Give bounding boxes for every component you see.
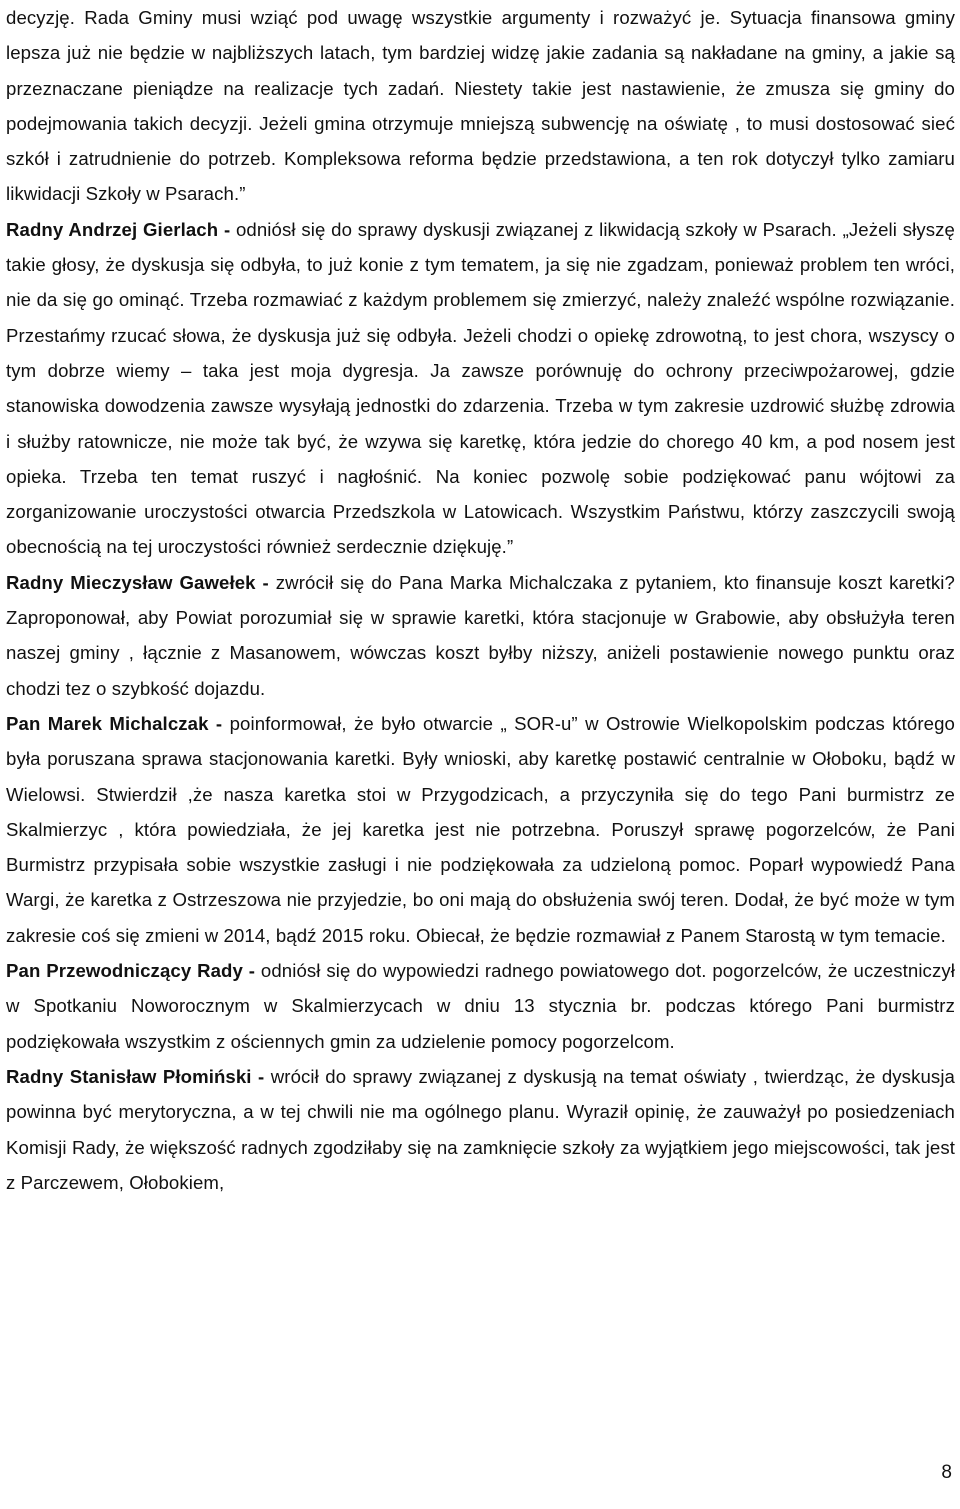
paragraph-5 (6, 953, 955, 1059)
paragraph-text: poinformował, że było otwarcie „ SOR-u” w Ostrowie Wielkopolskim podczas którego była poruszana sprawa stacjonowania karetki. Były wnioski, aby karetkę postawić centralnie w Ołoboku, bądź w Wielowsi. Stwierdził ,że nasza karetka stoi w Przygodzicach, a przyczyniła się do tego Pani burmistrz ze Skalmierzyc , która powiedziała, że jej karetka jest nie potrzebna. Poruszył sprawę pogorzelców, że Pani Burmistrz przypisała sobie wszystkie zasługi i nie podziękowała za udzieloną pomoc. Poparł wypowiedź Pana Wargi, że karetka z Ostrzeszowa nie przyjedzie, bo oni mają do obsłużenia swój teren. Dodał, że być może w tym zakresie coś się zmieni w 2014, bądź 2015 roku. Obiecał, że będzie rozmawiał z Panem Starostą w tym temacie. (6, 712, 955, 946)
document-page (6, 0, 955, 1200)
speaker-name: Pan Przewodniczący Rady - (6, 960, 256, 982)
paragraph-text: odniósł się do sprawy dyskusji związanej z likwidacją szkoły w Psarach. „Jeżeli słyszę takie głosy, że dyskusja się odbyła, to już konie z tym tematem, ja się nie zgadzam, ponieważ problem ten wróci, nie da się go ominąć. Trzeba rozmawiać z każdym problemem się zmierzyć, należy znaleźć wspólne rozwiązanie. Przestańmy rzucać słowa, że dyskusja już się odbyła. Jeżeli chodzi o opiekę zdrowotną, to jest chora, wszyscy o tym dobrze wiemy – taka jest moja dygresja. Ja zawsze porównuję do ochrony przeciwpożarowej, gdzie stanowiska dowodzenia zawsze wysyłają jednostki do zdarzenia. Trzeba w tym zakresie uzdrowić służbę zdrowia i służby ratownicze, nie może tak być, że wzywa się karetkę, która jedzie do chorego 40 km, a pod nosem jest opieka. Trzeba ten temat ruszyć i nagłośnić. Na koniec pozwolę sobie podziękować panu wójtowi za zorganizowanie uroczystości otwarcia Przedszkola w Latowicach. Wszystkim Państwu, którzy zaszczycili swoją obecnością na tej uroczystości również serdecznie dziękuję.” (6, 218, 955, 558)
speaker-name: Radny Stanisław Płomiński - (6, 1065, 265, 1087)
paragraph-3 (6, 565, 955, 706)
page-number: 8 (941, 1462, 952, 1483)
paragraph-text: wrócił do sprawy związanej z dyskusją na temat oświaty , twierdząc, że dyskusja powinna być merytoryczna, a w tej chwili nie ma ogólnego planu. Wyraził opinię, że zauważył po posiedzeniach Komisji Rady, że większość radnych zgodziłaby się na zamknięcie szkoły za wyjątkiem jego miejscowości, tak jest z Parczewem, Ołobokiem, (6, 1065, 955, 1193)
speaker-name: Pan Marek Michalczak - (6, 712, 223, 734)
paragraph-1 (6, 0, 955, 212)
paragraph-text: zwrócił się do Pana Marka Michalczaka z pytaniem, kto finansuje koszt karetki? Zaproponował, aby Powiat porozumiał się w sprawie karetki, która stacjonuje w Grabowie, aby obsłużyła teren naszej gminy , łącznie z Masanowem, wówczas koszt byłby niższy, aniżeli postawienie nowego punktu oraz chodzi tez o szybkość dojazdu. (6, 571, 955, 699)
paragraph-text: odniósł się do wypowiedzi radnego powiatowego dot. pogorzelców, że uczestniczył w Spotkaniu Noworocznym w Skalmierzycach w dniu 13 stycznia br. podczas którego Pani burmistrz podziękowała wszystkim z ościennych gmin za udzielenie pomocy pogorzelcom. (6, 960, 955, 1052)
paragraph-2 (6, 212, 955, 565)
speaker-name: Radny Andrzej Gierlach - (6, 218, 231, 240)
paragraph-text: decyzję. Rada Gminy musi wziąć pod uwagę wszystkie argumenty i rozważyć je. Sytuacja finansowa gminy lepsza już nie będzie w najbliższych latach, tym bardziej widzę jakie zadania są nakładane na gminy, a jakie są przeznaczane pieniądze na realizacje tych zadań. Niestety takie jest nastawienie, że zmusza się gminy do podejmowania takich decyzji. Jeżeli gmina otrzymuje mniejszą subwencję na oświatę , to musi dostosować sieć szkół i zatrudnienie do potrzeb. Kompleksowa reforma będzie przedstawiona, a ten rok dotyczył tylko zamiaru likwidacji Szkoły w Psarach.” (6, 7, 955, 205)
paragraph-4 (6, 706, 955, 953)
speaker-name: Radny Mieczysław Gawełek - (6, 571, 269, 593)
paragraph-6 (6, 1059, 955, 1200)
